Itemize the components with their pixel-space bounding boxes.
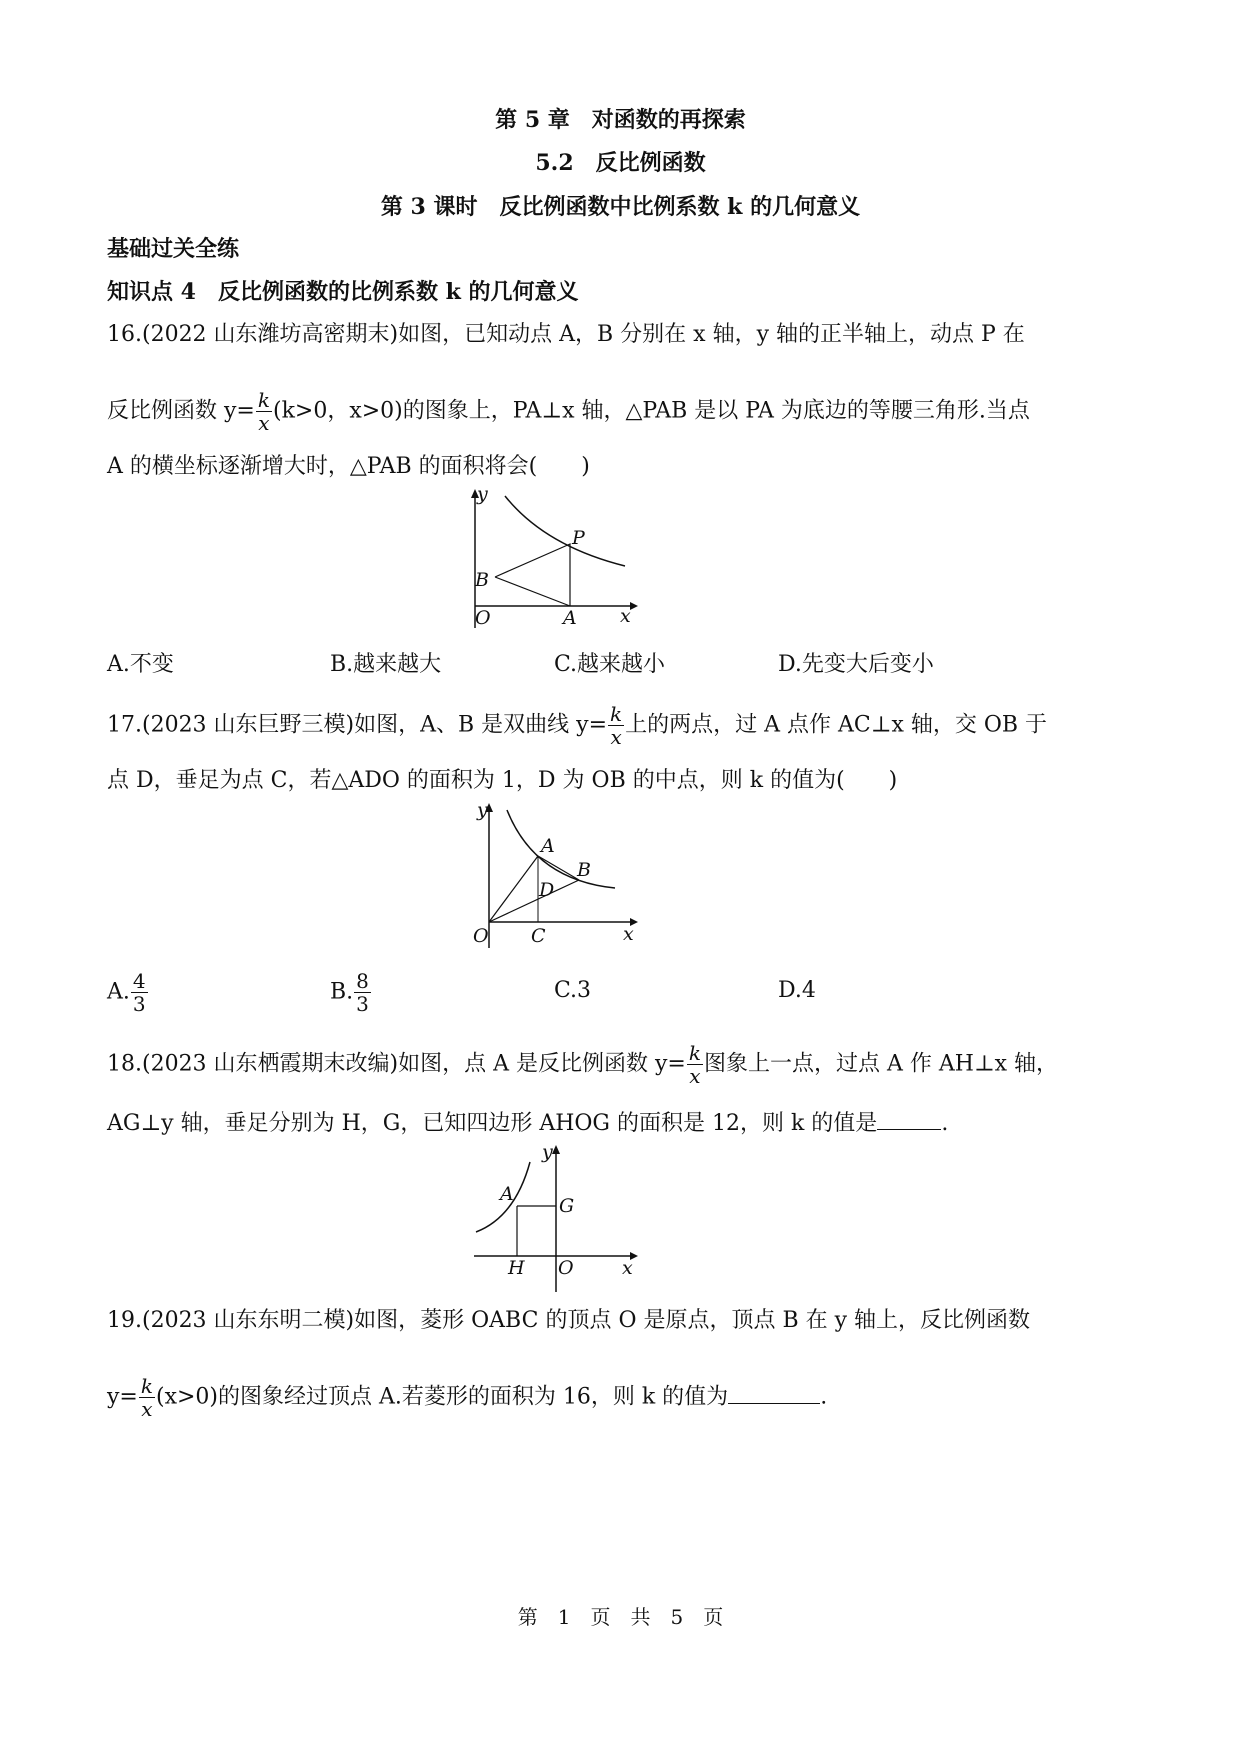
chapter-title: 第 5 章 对函数的再探索 bbox=[495, 107, 746, 133]
point-a-label: A bbox=[541, 835, 555, 857]
q16-line2: 反比例函数 y= $\frac{k}{x}$ (k>0，x>0)的图象上，PA⊥x 轴，△PAB 是以 PA 为底边的等腰三角形.当点 bbox=[107, 388, 1030, 435]
point-g-label: G bbox=[559, 1195, 575, 1217]
q17-line2: 点 D，垂足为点 C，若△ADO 的面积为 1，D 为 OB 的中点，则 k 的值为( ) bbox=[107, 768, 898, 793]
q17-option-d[interactable]: D.4 bbox=[778, 978, 816, 1003]
point-h-label: H bbox=[508, 1257, 525, 1279]
q19-line2: y= $\frac{k}{x}$ (x>0)的图象经过顶点 A.若菱形的面积为 16，则 k 的值为 . bbox=[107, 1374, 828, 1421]
q16-line3: A 的横坐标逐渐增大时，△PAB 的面积将会( ) bbox=[107, 454, 590, 479]
point-a-label: A bbox=[563, 607, 577, 629]
fraction-k-over-x: $\frac{k}{x}$ bbox=[688, 1041, 701, 1088]
q16-option-a[interactable]: A.不变 bbox=[107, 652, 174, 677]
knowledge-point: 知识点 4 反比例函数的比例系数 k 的几何意义 bbox=[107, 279, 579, 305]
q16-option-d[interactable]: D.先变大后变小 bbox=[778, 652, 934, 677]
q17-line1: 17.(2023 山东巨野三模)如图，A、B 是双曲线 y= $\frac{k}{x}$ 上的两点，过 A 点作 AC⊥x 轴，交 OB 于 bbox=[107, 702, 1048, 749]
axis-x-label: x bbox=[622, 1257, 633, 1279]
axis-x-label: x bbox=[623, 923, 634, 945]
fraction-k-over-x: $\frac{k}{x}$ bbox=[257, 388, 270, 435]
axis-y-label: y bbox=[477, 799, 488, 821]
q19-answer-blank[interactable] bbox=[728, 1381, 820, 1404]
q16-line1: 16.(2022 山东潍坊高密期末)如图，已知动点 A，B 分别在 x 轴，y 轴的正半轴上，动点 P 在 bbox=[107, 322, 1025, 347]
lesson-title: 第 3 课时 反比例函数中比例系数 k 的几何意义 bbox=[380, 194, 861, 220]
q17-figure bbox=[465, 800, 645, 950]
fraction-k-over-x: $\frac{k}{x}$ bbox=[140, 1374, 153, 1421]
page-footer: 第 1 页 共 5 页 bbox=[517, 1605, 724, 1629]
axis-y-label: y bbox=[542, 1141, 553, 1163]
q17-option-b[interactable]: B. $\frac{8}{3}$ bbox=[330, 969, 369, 1016]
origin-label: O bbox=[558, 1257, 574, 1279]
q18-line2: AG⊥y 轴，垂足分别为 H，G，已知四边形 AHOG 的面积是 12，则 k 的值是 . bbox=[107, 1107, 948, 1139]
origin-label: O bbox=[473, 925, 489, 947]
part-title: 基础过关全练 bbox=[107, 236, 240, 262]
q17-option-c[interactable]: C.3 bbox=[554, 978, 592, 1003]
q16-option-c[interactable]: C.越来越小 bbox=[554, 652, 666, 677]
q19-line1: 19.(2023 山东东明二模)如图，菱形 OABC 的顶点 O 是原点，顶点 B 在 y 轴上，反比例函数 bbox=[107, 1308, 1031, 1333]
section-title: 5.2 反比例函数 bbox=[535, 150, 706, 176]
q16-figure bbox=[465, 483, 645, 636]
q18-figure bbox=[470, 1142, 650, 1292]
q18-line1: 18.(2023 山东栖霞期末改编)如图，点 A 是反比例函数 y= $\frac{k}{x}$ 图象上一点，过点 A 作 AH⊥x 轴， bbox=[107, 1041, 1059, 1088]
origin-label: O bbox=[475, 607, 491, 629]
fraction-k-over-x: $\frac{k}{x}$ bbox=[610, 702, 623, 749]
axis-x-label: x bbox=[620, 605, 631, 627]
q18-answer-blank[interactable] bbox=[877, 1107, 941, 1130]
q16-option-b[interactable]: B.越来越大 bbox=[330, 652, 442, 677]
point-a-label: A bbox=[500, 1183, 514, 1205]
point-d-label: D bbox=[539, 879, 555, 901]
axis-y-label: y bbox=[477, 483, 488, 505]
point-p-label: P bbox=[572, 527, 585, 549]
point-c-label: C bbox=[531, 925, 546, 947]
q17-option-a[interactable]: A. $\frac{4}{3}$ bbox=[107, 969, 146, 1016]
point-b-label: B bbox=[577, 859, 591, 881]
point-b-label: B bbox=[475, 569, 489, 591]
